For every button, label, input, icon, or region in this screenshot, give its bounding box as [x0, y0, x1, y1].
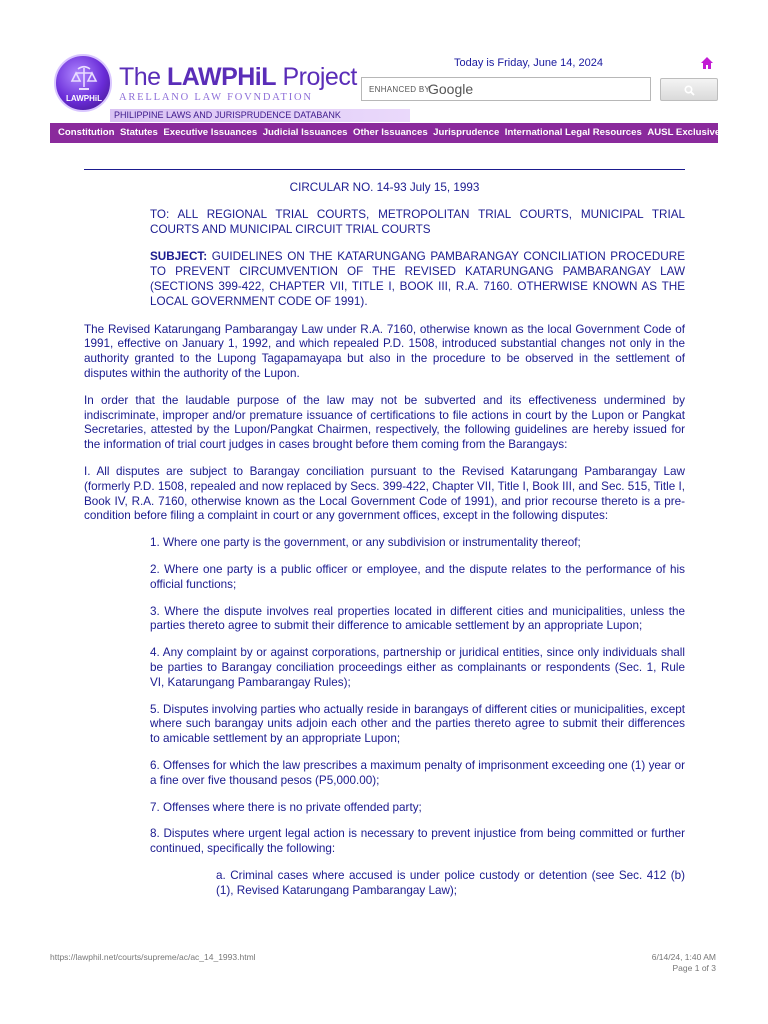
search-icon: [684, 85, 695, 96]
databank-banner: [110, 109, 410, 122]
list-item: 6. Offenses for which the law prescribes a maximum penalty of imprisonment exceeding one (1) year or a fine over five thousand pesos (P5,000.00);: [150, 758, 685, 787]
list-item: 1. Where one party is the government, or any subdivision or instrumentality thereof;: [150, 536, 581, 550]
search-input[interactable]: [361, 77, 651, 101]
footer-print-info: [652, 952, 716, 974]
footer-page-number: Page 1 of 3: [672, 963, 716, 973]
foundation-name: ARELLANO LAW FOVNDATION: [119, 92, 313, 103]
list-item: 7. Offenses where there is no private offended party;: [150, 800, 422, 814]
list-item: 5. Disputes involving parties who actually reside in barangays of different cities or municipalities, except where such barangay units adjoin each other and the parties thereto agree to submit their differences to amicable settlement by an appropriate Lupon;: [150, 702, 685, 746]
circular-title: CIRCULAR NO. 14-93 July 15, 1993: [289, 181, 480, 194]
nav-item-international-legal-resources[interactable]: International Legal Resources: [504, 127, 642, 138]
scales-of-justice-icon: [70, 65, 98, 95]
today-date: Today is Friday, June 14, 2024: [454, 57, 603, 69]
nav-item-judicial-issuances[interactable]: Judicial Issuances: [262, 127, 348, 138]
enhanced-by-label: ENHANCED BY: [369, 85, 431, 94]
google-label: Google: [428, 81, 474, 97]
search-button[interactable]: [660, 78, 718, 101]
footer-url: https://lawphil.net/courts/supreme/ac/ac_14_1993.html: [50, 952, 256, 962]
nav-item-executive-issuances[interactable]: Executive Issuances: [163, 127, 258, 138]
footer-datetime: 6/14/24, 1:40 AM: [651, 952, 716, 962]
subject-label: SUBJECT:: [150, 250, 208, 264]
list-item: 2. Where one party is a public officer or employee, and the dispute relates to the performance of his official functions;: [150, 562, 685, 591]
brand-title[interactable]: The LAWPHiL Project: [119, 63, 357, 91]
subject-text: GUIDELINES ON THE KATARUNGANG PAMBARANGAY CONCILIATION PROCEDURE TO PREVENT CIRCUMVENTION OF THE REVISED KATARUNGANG PAMBARANGAY LAW (SECTIONS 399-422, CHAPTER VII, TITLE I, BOOK III, R.A. 7160. OTHERWISE KNOWN AS THE LOCAL GOVERNMENT CODE OF 1991).: [150, 250, 685, 308]
home-icon[interactable]: [700, 56, 714, 70]
list-item: 8. Disputes where urgent legal action is necessary to prevent injustice from being committed or further continued, specifically the following:: [150, 827, 685, 856]
divider: [84, 169, 685, 170]
nav-item-statutes[interactable]: Statutes: [119, 127, 158, 138]
paragraph-1: The Revised Katarungang Pambarangay Law under R.A. 7160, otherwise known as the local Government Code of 1991, effective on January 1, 1992, and which repealed P.D. 1508, introduced substantial changes not only in the authority granted to the Lupong Tagapamayapa but also in the procedure to be observed in the settlement of disputes within the authority of the Lupon.: [84, 322, 685, 380]
paragraph-3: I. All disputes are subject to Barangay conciliation pursuant to the Revised Katarungang Pambarangay Law (formerly P.D. 1508, repealed and now replaced by Secs. 399-422, Chapter VII, Title I, Book III, and Sec. 515, Title I, Book IV, R.A. 7160, otherwise known as the Local Government Code of 1991), and prior recourse thereto is a pre-condition before filing a complaint in court or any government offices, except in the following disputes:: [84, 464, 685, 523]
nav-item-other-issuances[interactable]: Other Issuances: [353, 127, 428, 138]
main-nav: [50, 123, 721, 143]
databank-label: PHILIPPINE LAWS AND JURISPRUDENCE DATABANK: [114, 110, 341, 120]
nav-item-constitution[interactable]: Constitution: [58, 127, 115, 138]
paragraph-2: In order that the laudable purpose of the law may not be subverted and its effectiveness undermined by indiscriminate, improper and/or premature issuance of certifications to file actions in court by the Lupon or Pangkat Secretaries, attested by the Lupon/Pangkat Chairmen, respectively, the following guidelines are hereby issued for the information of trial court judges in cases brought before them coming from the Barangays:: [84, 393, 685, 452]
document-body: [84, 181, 685, 898]
list-item: 3. Where the dispute involves real properties located in different cities and municipalities, unless the parties thereto agree to submit their difference to amicable settlement by an appropriate Lupon;: [150, 604, 685, 633]
sub-list-item: a. Criminal cases where accused is under police custody or detention (see Sec. 412 (b) (1), Revised Katarungang Pambarangay Law);: [216, 868, 685, 897]
list-item: 4. Any complaint by or against corporations, partnership or juridical entities, since only individuals shall be parties to Barangay conciliation proceedings either as complainants or respondents (Sec. 1, Rule VI, Katarungang Pambarangay Rules);: [150, 646, 685, 689]
nav-item-jurisprudence[interactable]: Jurisprudence: [433, 127, 500, 138]
nav-item-ausl-exclusive[interactable]: AUSL Exclusive: [647, 127, 721, 138]
lawphil-logo[interactable]: [54, 54, 112, 112]
addressee: TO: ALL REGIONAL TRIAL COURTS, METROPOLITAN TRIAL COURTS, MUNICIPAL TRIAL COURTS AND MUNICIPAL CIRCUIT TRIAL COURTS: [150, 207, 685, 236]
subject: [150, 250, 685, 309]
logo-label: LAWPHiL: [66, 94, 102, 103]
